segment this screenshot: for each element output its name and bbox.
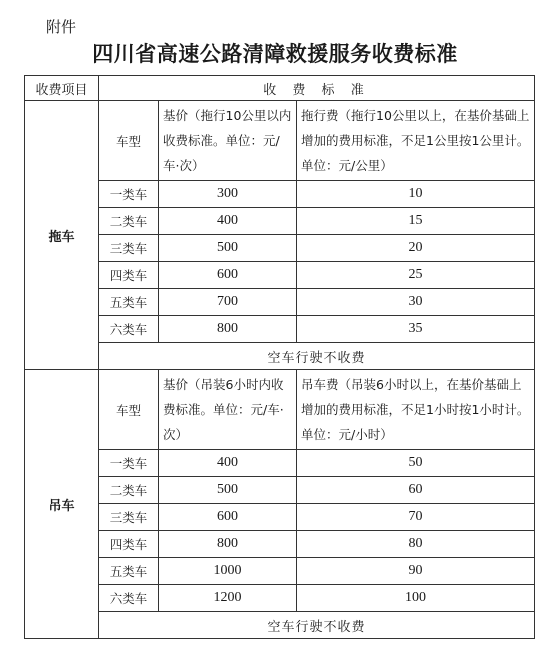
extra-fee: 10 — [297, 181, 535, 208]
table-row — [25, 208, 535, 235]
extra-fee: 80 — [297, 531, 535, 558]
section-description-row — [25, 370, 535, 450]
section-note: 空车行驶不收费 — [99, 612, 535, 639]
extra-fee-description: 拖行费（拖行10公里以上，在基价基础上增加的费用标准，不足1公里按1公里计。单位：元/公里） — [297, 101, 535, 181]
section-name: 拖车 — [25, 101, 99, 370]
vehicle-class: 六类车 — [99, 585, 159, 612]
section-name: 吊车 — [25, 370, 99, 639]
vehicle-class: 一类车 — [99, 450, 159, 477]
table-row — [25, 504, 535, 531]
table-row — [25, 477, 535, 504]
table-header-row — [25, 76, 535, 101]
base-price: 300 — [159, 181, 297, 208]
vehicle-class: 五类车 — [99, 558, 159, 585]
base-price: 800 — [159, 531, 297, 558]
extra-fee: 100 — [297, 585, 535, 612]
vehicle-class: 二类车 — [99, 208, 159, 235]
vehicle-class: 四类车 — [99, 531, 159, 558]
vehicle-class: 三类车 — [99, 504, 159, 531]
vehicle-class: 三类车 — [99, 235, 159, 262]
extra-fee: 60 — [297, 477, 535, 504]
extra-fee: 25 — [297, 262, 535, 289]
attachment-label: 附件 — [46, 18, 77, 36]
vehicle-class: 一类车 — [99, 181, 159, 208]
header-fee-standard: 收 费 标 准 — [99, 76, 535, 101]
base-price-description: 基价（拖行10公里以内收费标准。单位：元/车·次） — [159, 101, 297, 181]
base-price: 700 — [159, 289, 297, 316]
extra-fee: 90 — [297, 558, 535, 585]
table-row — [25, 235, 535, 262]
section-note-row — [25, 612, 535, 639]
base-price: 600 — [159, 262, 297, 289]
extra-fee: 35 — [297, 316, 535, 343]
base-price: 400 — [159, 208, 297, 235]
document-title: 四川省高速公路清障救援服务收费标准 — [92, 41, 458, 66]
base-price: 500 — [159, 235, 297, 262]
header-fee-item: 收费项目 — [25, 76, 99, 101]
base-price: 500 — [159, 477, 297, 504]
vehicle-type-label: 车型 — [99, 101, 159, 181]
vehicle-class: 四类车 — [99, 262, 159, 289]
extra-fee: 70 — [297, 504, 535, 531]
table-row — [25, 585, 535, 612]
base-price: 800 — [159, 316, 297, 343]
extra-fee: 20 — [297, 235, 535, 262]
table-row — [25, 450, 535, 477]
vehicle-class: 六类车 — [99, 316, 159, 343]
extra-fee: 50 — [297, 450, 535, 477]
table-row — [25, 262, 535, 289]
vehicle-class: 五类车 — [99, 289, 159, 316]
table-row — [25, 181, 535, 208]
section-note: 空车行驶不收费 — [99, 343, 535, 370]
extra-fee-description: 吊车费（吊装6小时以上，在基价基础上增加的费用标准，不足1小时按1小时计。单位：元/小时） — [297, 370, 535, 450]
table-row — [25, 531, 535, 558]
extra-fee: 15 — [297, 208, 535, 235]
vehicle-type-label: 车型 — [99, 370, 159, 450]
table-row — [25, 316, 535, 343]
vehicle-class: 二类车 — [99, 477, 159, 504]
extra-fee: 30 — [297, 289, 535, 316]
base-price: 1000 — [159, 558, 297, 585]
base-price: 1200 — [159, 585, 297, 612]
base-price: 600 — [159, 504, 297, 531]
base-price-description: 基价（吊装6小时内收费标准。单位：元/车·次） — [159, 370, 297, 450]
table-row — [25, 289, 535, 316]
fee-standard-table — [24, 75, 535, 639]
section-note-row — [25, 343, 535, 370]
table-row — [25, 558, 535, 585]
section-description-row — [25, 101, 535, 181]
base-price: 400 — [159, 450, 297, 477]
